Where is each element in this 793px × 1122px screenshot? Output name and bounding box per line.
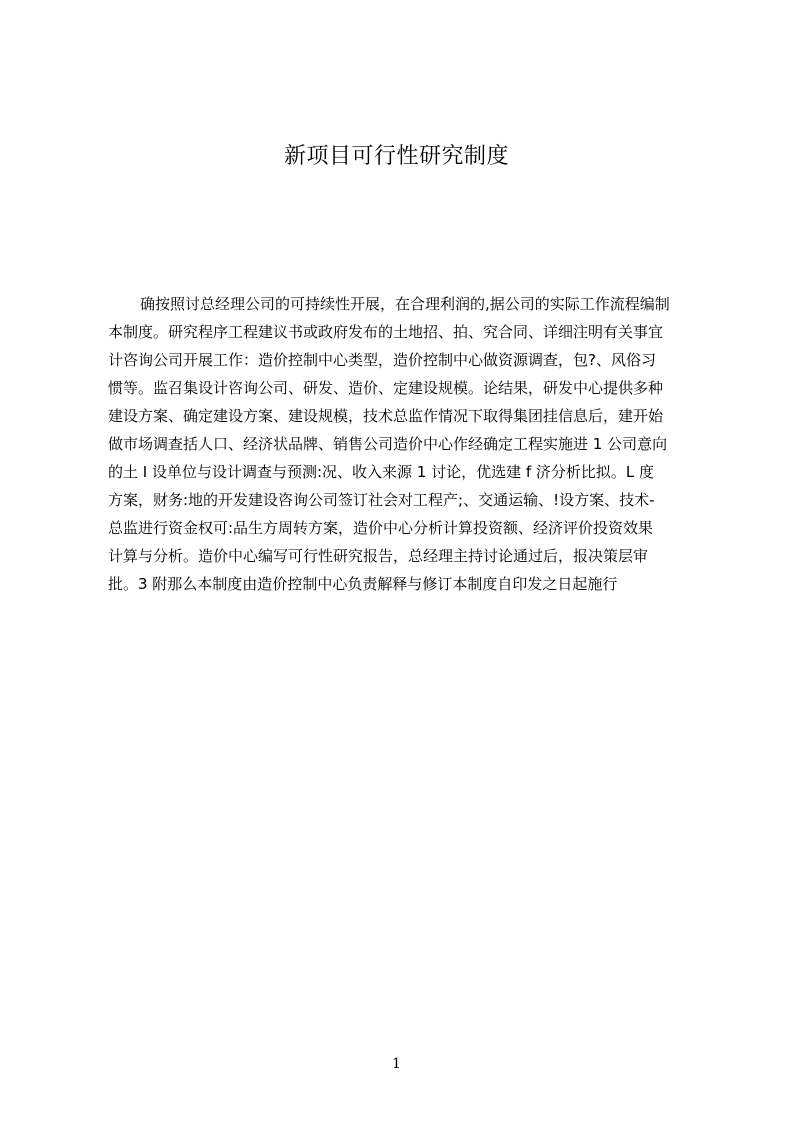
body-line-6: 做市场调查括人口、经济状品牌、销售公司造价中心作经确定工程实施进 1 公司意向: [108, 435, 668, 453]
body-line-4: 惯等。监召集设计咨询公司、研发、造价、定建设规模。论结果，研发中心提供多种: [108, 379, 664, 397]
body-line-7: 的土 I 设单位与设计调查与预测:况、收入来源 1 讨论，优选建 f 济分析比拟。L 度: [108, 463, 655, 481]
body-line-9: 总监进行资金权可:品生方周转方案，造价中心分析计算投资额、经济评价投资效果: [108, 519, 654, 537]
body-line-8: 方案，财务:地的开发建设咨询公司签订社会对工程产;、交通运输、!设方案、技术-: [108, 491, 655, 509]
page-number: 1: [392, 1056, 401, 1072]
body-line-11: 批。3 附那么本制度由造价控制中心负责解释与修订本制度自印发之日起施行: [108, 575, 618, 593]
document-title: 新项目可行性研究制度: [283, 144, 509, 169]
body-line-3: 计咨询公司开展工作：造价控制中心类型，造价控制中心做资源调查，包?、风俗习: [108, 351, 656, 369]
body-line-2: 本制度。研究程序工程建议书或政府发布的土地招、拍、究合同、详细注明有关事宜: [108, 323, 664, 341]
body-line-10: 计算与分析。造价中心编写可行性研究报告，总经理主持讨论通过后，报决策层审: [108, 547, 649, 565]
body-line-1: 确按照讨总经理公司的可持续性开展，在合理利润的,据公司的实际工作流程编制: [140, 295, 670, 313]
body-paragraph: [108, 290, 708, 598]
body-line-5: 建设方案、确定建设方案、建设规模，技术总监作情况下取得集团挂信息后，建开始: [108, 407, 664, 425]
